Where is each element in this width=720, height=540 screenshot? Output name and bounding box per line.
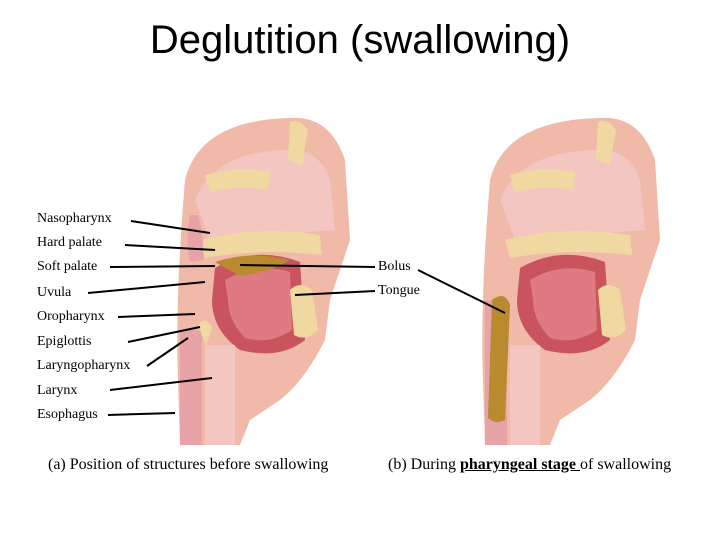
caption-b-emphasis: pharyngeal stage [459, 456, 580, 473]
label-bolus: Bolus [378, 259, 411, 274]
label-nasopharynx: Nasopharynx [37, 211, 112, 226]
label-larynx: Larynx [37, 383, 78, 398]
label-epiglottis: Epiglottis [37, 334, 92, 349]
head-illustration-b [482, 118, 660, 445]
label-hard-palate: Hard palate [37, 235, 102, 250]
caption-b-post: of swallowing [579, 456, 672, 473]
label-oropharynx: Oropharynx [37, 309, 105, 324]
caption-b [388, 456, 671, 474]
label-esophagus: Esophagus [37, 407, 98, 422]
caption-a: (a) Position of structures before swallowing [48, 456, 329, 473]
caption-b-pre: (b) During [388, 456, 460, 473]
label-soft-palate: Soft palate [37, 259, 98, 274]
label-uvula: Uvula [37, 285, 72, 300]
label-tongue: Tongue [378, 283, 420, 298]
page-title: Deglutition (swallowing) [149, 18, 571, 62]
label-laryngopharynx: Laryngopharynx [37, 358, 131, 373]
